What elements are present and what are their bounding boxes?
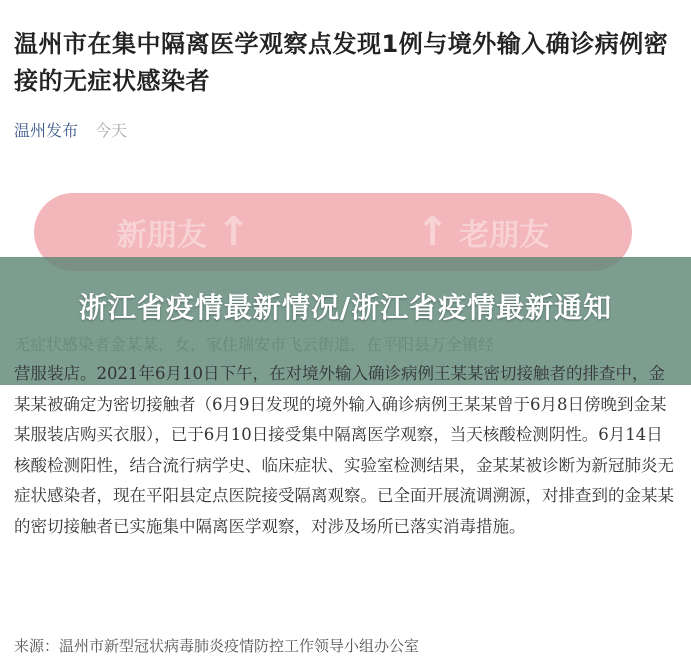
share-friends-button[interactable] (117, 209, 251, 255)
share-moments-button[interactable] (416, 209, 550, 255)
article-title: 温州市在集中隔离医学观察点发现1例与境外输入确诊病例密接的无症状感染者 (14, 30, 669, 95)
article-body: 营服装店。2021年6月10日下午，在对境外输入确诊病例王某某密切接触者的排查中，金某某被确定为密切接触者（6月9日发现的境外输入确诊病例王某某曾于6月8日傍晚到金某某服装店购买衣服），已于6月10日接受集中隔离医学观察，当天核酸检测阴性。6月14日核酸检测阳性，结合流行病学史、临床症状、实验室检测结果，金某某被诊断为新冠肺炎无症状感染者，现在平阳县定点医院接受隔离观察。已全面开展流调溯源，对排查到的金某某的密切接触者已实施集中隔离医学观察，对涉及场所已落实消毒措施。 (14, 364, 674, 536)
article-source-link[interactable]: 温州发布 (14, 121, 79, 140)
arrow-up-icon: ↑ (415, 209, 450, 255)
overlay-title: 浙江省疫情最新情况/浙江省疫情最新通知 (78, 291, 613, 324)
article-source-note: 来源：温州市新型冠状病毒肺炎疫情防控工作领导小组办公室 (14, 637, 420, 655)
publish-time: 今天 (95, 121, 128, 140)
share-friends-label: 新朋友 (116, 218, 207, 253)
arrow-up-icon: ↑ (216, 209, 251, 255)
article-meta (14, 118, 127, 141)
share-moments-label: 老朋友 (459, 218, 550, 253)
